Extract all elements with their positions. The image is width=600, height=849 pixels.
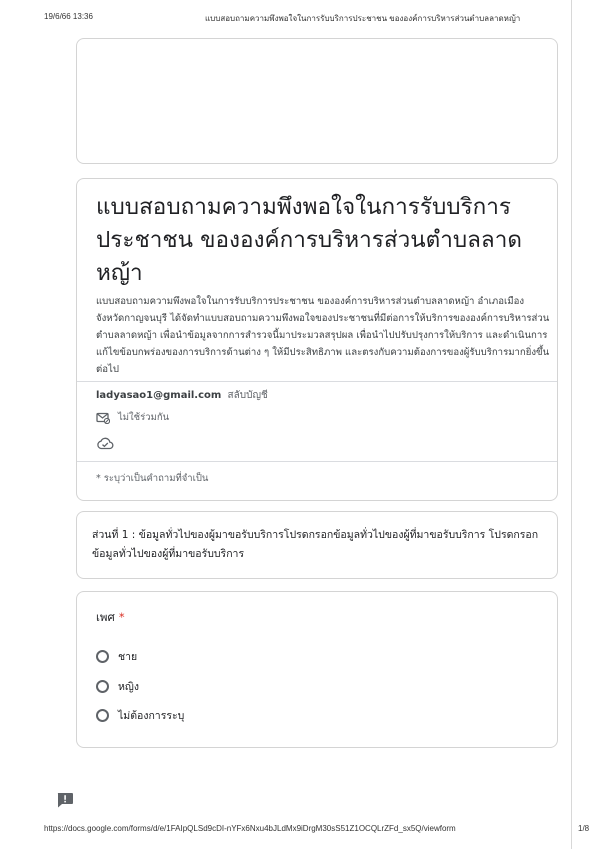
form-title: แบบสอบถามความพึงพอใจในการรับบริการประชาชน ขององค์การบริหารส่วนตำบลลาดหญ้า <box>96 194 522 286</box>
radio-button[interactable] <box>96 709 109 722</box>
section-title: ส่วนที่ 1 : ข้อมูลทั่วไปของผู้มาขอรับบริการโปรดกรอกข้อมูลทั่วไปของผู้ที่มาขอรับบริการ โปรดกรอกข้อมูลทั่วไปของผู้ที่มาขอรับบริการ <box>92 529 539 560</box>
form-description: แบบสอบถามความพึงพอใจในการรับบริการประชาชน ขององค์การบริหารส่วนตำบลลาดหญ้า อำเภอเมือง จังหวัดกาญจนบุรี ได้จัดทำแบบสอบถามความพึงพอใจของประชาชนที่มีต่อการให้บริการขององค์การบริหารส่วนตำบลลาดหญ้า เพื่อนำข้อมูลจากการสำรวจนี้มาประมวลสรุปผล เพื่อนำไปปรับปรุงการให้บริการ และดำเนินการแก้ไขข้อบกพร่องของการบริการด้านต่าง ๆ ให้มีประสิทธิภาพ และตรงกับความต้องการของผู้รับบริการมากยิ่งขึ้นต่อไป <box>96 296 550 375</box>
scan-edge-line <box>571 0 572 849</box>
section-card <box>76 511 558 579</box>
divider <box>77 381 557 382</box>
option-label: ไม่ต้องการระบุ <box>118 710 185 722</box>
header-banner-card <box>76 38 558 164</box>
question-title <box>96 609 125 627</box>
account-email: ladyasao1@gmail.com <box>96 390 222 401</box>
radio-button[interactable] <box>96 680 109 693</box>
divider <box>77 461 557 462</box>
print-datetime: 19/6/66 13:36 <box>44 12 93 21</box>
print-url: https://docs.google.com/forms/d/e/1FAIpQLSd9cDI-nYFx6Nxu4bJLdMx9iDrgM30sS51Z1OCQLrZFd_sx5Q/viewform <box>44 824 456 833</box>
option-prefer-not-to-say[interactable] <box>96 707 184 724</box>
switch-account-link[interactable]: สลับบัญชี <box>227 390 268 401</box>
option-label: หญิง <box>118 681 139 693</box>
option-label: ชาย <box>118 651 138 663</box>
question-card-gender <box>76 591 558 748</box>
print-page-number: 1/8 <box>578 824 590 833</box>
not-shared-row <box>96 410 169 425</box>
required-asterisk: * <box>118 610 125 624</box>
option-female[interactable] <box>96 678 139 695</box>
radio-button[interactable] <box>96 650 109 663</box>
required-note: * ระบุว่าเป็นคำถามที่จำเป็น <box>96 473 209 484</box>
form-header-card <box>76 178 558 501</box>
mail-not-shared-icon <box>96 412 110 424</box>
print-doc-title: แบบสอบถามความพึงพอใจในการรับบริการประชาชน ขององค์การบริหารส่วนตำบลลาดหญ้า <box>205 14 521 23</box>
option-male[interactable] <box>96 648 137 665</box>
report-problem-icon[interactable] <box>56 792 74 809</box>
account-line <box>96 388 268 403</box>
not-shared-label: ไม่ใช้ร่วมกัน <box>118 412 170 423</box>
question-label: เพศ <box>96 610 115 624</box>
cloud-saved-icon <box>96 437 114 450</box>
